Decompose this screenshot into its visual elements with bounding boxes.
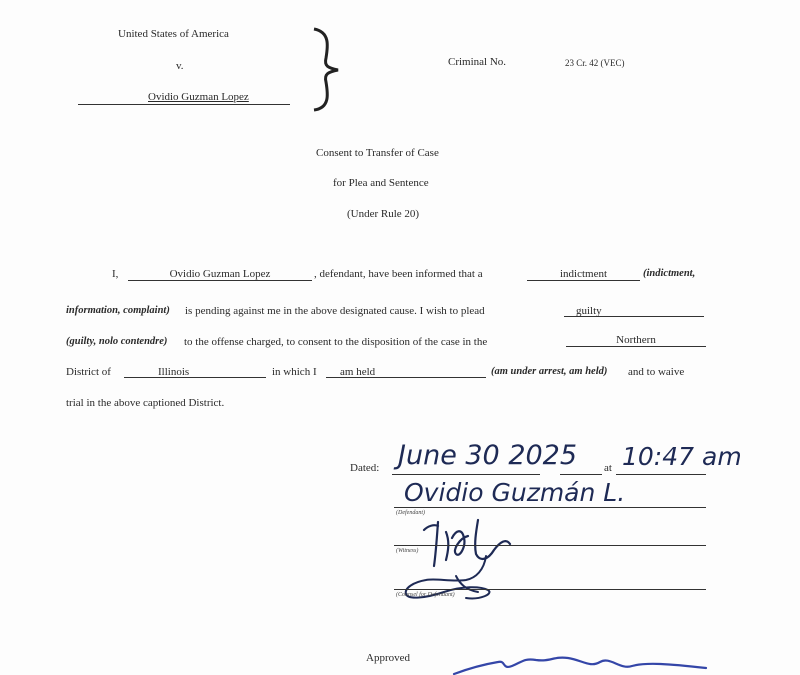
dated-label: Dated: [350, 462, 380, 474]
date-handwritten: June 30 2025 [398, 440, 578, 471]
body-line5: trial in the above captioned District. [66, 397, 225, 409]
counsel-label: (Counsel for Defendant) [396, 592, 455, 598]
held-status-field: am held [326, 366, 486, 378]
at-line-left [560, 474, 602, 475]
charge-options-1: (indictment, [643, 268, 696, 279]
caption-brace-icon [308, 26, 342, 112]
approval-signature-icon [450, 650, 710, 675]
body-line2-text: is pending against me in the above designated cause. I wish to plead [185, 305, 485, 317]
approved-label: Approved [366, 652, 410, 664]
district-direction-field: Northern [566, 334, 706, 347]
criminal-no-label: Criminal No. [448, 56, 507, 68]
witness-label: (Witness) [396, 548, 419, 554]
plea-options: (guilty, nolo contendre) [66, 336, 168, 347]
title-line-1: Consent to Transfer of Case [316, 147, 439, 159]
date-line [392, 474, 540, 475]
at-label: at [604, 462, 612, 474]
caption-defendant-line [78, 104, 290, 105]
caption-plaintiff: United States of America [118, 28, 229, 40]
plea-field: guilty [564, 305, 704, 317]
time-line [616, 474, 706, 475]
defendant-name-field: Ovidio Guzman Lopez [128, 268, 312, 281]
held-options: (am under arrest, am held) [491, 366, 608, 377]
body-pronoun: I, [112, 268, 119, 280]
district-state-field: Illinois [124, 366, 266, 378]
charge-options-2: information, complaint) [66, 305, 170, 316]
counsel-line [394, 589, 706, 590]
defendant-label: (Defendant) [396, 510, 425, 516]
caption-defendant: Ovidio Guzman Lopez [148, 91, 249, 103]
charge-type-field: indictment [527, 268, 640, 281]
criminal-no-value: 23 Cr. 42 (VEC) [565, 58, 625, 68]
body-line1-text: , defendant, have been informed that a [314, 268, 483, 280]
witness-line [394, 545, 706, 546]
body-line4-end: and to waive [628, 366, 685, 378]
body-line4-start: District of [66, 366, 111, 378]
title-line-2: for Plea and Sentence [333, 177, 429, 189]
body-line3-text: to the offense charged, to consent to the disposition of the case in the [184, 336, 488, 348]
body-line4-mid: in which I [272, 366, 317, 378]
time-handwritten: 10:47 am [622, 442, 742, 471]
title-line-3: (Under Rule 20) [347, 208, 420, 220]
defendant-signature: Ovidio Guzmán L. [404, 478, 626, 507]
caption-versus: v. [176, 60, 184, 72]
